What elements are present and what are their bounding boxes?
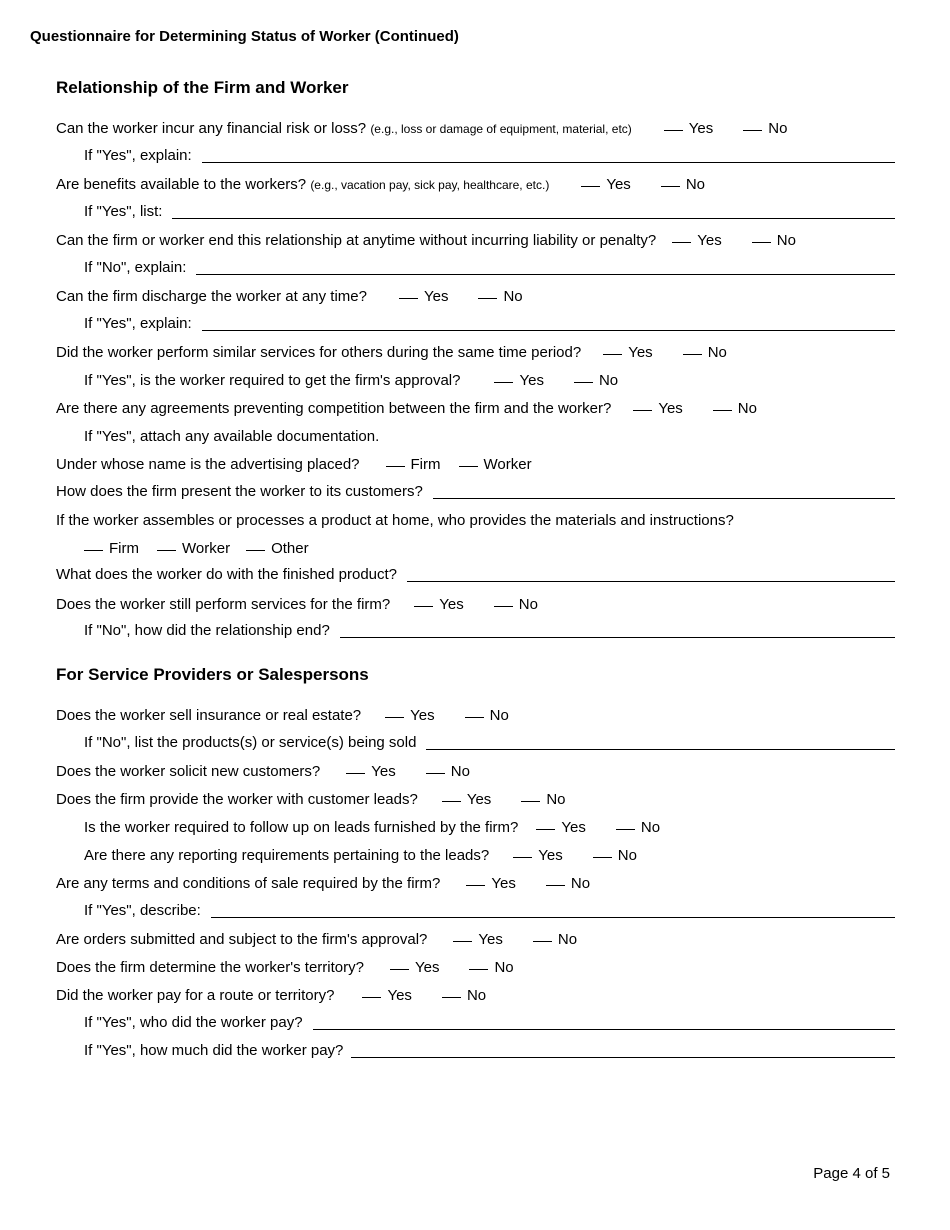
- question-finished-product: [56, 566, 895, 586]
- option-label: No: [598, 372, 619, 389]
- followup-financial-risk: [84, 147, 895, 167]
- question-benefits: [56, 176, 895, 196]
- yes-option[interactable]: [414, 596, 463, 613]
- followup-text: If "No", explain:: [84, 259, 187, 276]
- answer-blank[interactable]: [414, 605, 433, 607]
- option-label: Yes: [414, 959, 440, 976]
- followup-route-amount: [84, 1042, 895, 1062]
- yes-option[interactable]: [466, 875, 515, 892]
- answer-blank[interactable]: [494, 381, 513, 383]
- option-label: Other: [271, 540, 309, 557]
- page-title: Questionnaire for Determining Status of Worker (Continued): [30, 28, 459, 45]
- yes-option[interactable]: [513, 847, 562, 864]
- question-advertising: [56, 456, 895, 476]
- answer-line[interactable]: [196, 273, 895, 275]
- no-option[interactable]: [469, 959, 513, 976]
- question-text: Does the firm determine the worker's territory?: [56, 959, 364, 976]
- option-label: Yes: [688, 120, 714, 137]
- question-terms-conditions: [56, 875, 895, 895]
- answer-blank[interactable]: [494, 605, 513, 607]
- option-label: No: [557, 931, 578, 948]
- followup-text: If "Yes", who did the worker pay?: [84, 1014, 303, 1031]
- answer-blank[interactable]: [593, 856, 612, 858]
- page-number: Page 4 of 5: [813, 1165, 890, 1182]
- option-label: Yes: [439, 596, 464, 613]
- answer-blank[interactable]: [442, 996, 461, 998]
- followup-route-who: [84, 1014, 895, 1034]
- answer-line[interactable]: [407, 580, 895, 582]
- option-label: Worker: [182, 540, 231, 557]
- option-label: No: [768, 120, 788, 137]
- yes-option[interactable]: [390, 959, 439, 976]
- question-text: Under whose name is the advertising placed?: [56, 456, 360, 473]
- option-label: No: [518, 596, 538, 613]
- answer-line[interactable]: [351, 1056, 895, 1058]
- answer-blank[interactable]: [513, 856, 532, 858]
- followup-text: If "Yes", list:: [84, 203, 163, 220]
- option-label: No: [737, 400, 757, 417]
- question-financial-risk: [56, 120, 895, 140]
- question-solicit: [56, 763, 895, 783]
- option-label: No: [617, 847, 637, 864]
- answer-blank[interactable]: [683, 353, 702, 355]
- question-text: Are benefits available to the workers?: [56, 176, 307, 193]
- no-option[interactable]: [521, 791, 565, 808]
- answer-line[interactable]: [426, 748, 895, 750]
- followup-still-perform: [84, 622, 895, 642]
- question-territory: [56, 959, 895, 979]
- followup-text: If "Yes", attach any available documentation.: [84, 428, 380, 445]
- question-similar-services: [56, 344, 895, 364]
- question-present-worker: [56, 483, 895, 503]
- option-label: No: [685, 176, 705, 193]
- question-text: Are there any agreements preventing competition between the firm and the worker?: [56, 400, 612, 417]
- no-option[interactable]: [574, 372, 618, 389]
- option-label: Yes: [628, 344, 653, 361]
- option-label: Yes: [371, 763, 396, 780]
- question-customer-leads: [56, 791, 895, 811]
- yes-option[interactable]: [399, 288, 448, 305]
- firm-option[interactable]: [84, 540, 139, 557]
- section-title-relationship: Relationship of the Firm and Worker: [56, 78, 349, 97]
- worker-option[interactable]: [459, 456, 532, 473]
- other-option[interactable]: [246, 540, 309, 557]
- answer-blank[interactable]: [713, 409, 732, 411]
- option-label: Yes: [491, 875, 516, 892]
- question-hint: (e.g., vacation pay, sick pay, healthcare, etc.): [310, 178, 550, 192]
- answer-line[interactable]: [202, 161, 895, 163]
- followup-text: Is the worker required to follow up on leads furnished by the firm?: [84, 819, 519, 836]
- answer-line[interactable]: [202, 329, 895, 331]
- followup-text: If "Yes", how much did the worker pay?: [84, 1042, 344, 1059]
- answer-blank[interactable]: [664, 129, 683, 131]
- option-label: No: [450, 763, 470, 780]
- yes-option[interactable]: [494, 372, 543, 389]
- no-option[interactable]: [743, 120, 787, 137]
- question-text: Can the worker incur any financial risk or loss?: [56, 120, 367, 137]
- question-text: Does the worker still perform services for the firm?: [56, 596, 391, 613]
- worker-option[interactable]: [157, 540, 230, 557]
- question-orders-approval: [56, 931, 895, 951]
- no-option[interactable]: [494, 596, 538, 613]
- answer-blank[interactable]: [533, 940, 552, 942]
- answer-blank[interactable]: [581, 185, 600, 187]
- answer-blank[interactable]: [672, 241, 691, 243]
- answer-blank[interactable]: [743, 129, 762, 131]
- question-hint: (e.g., loss or damage of equipment, material, etc): [370, 122, 632, 136]
- option-label: Yes: [387, 987, 412, 1004]
- answer-blank[interactable]: [84, 549, 103, 551]
- question-insurance: [56, 707, 895, 727]
- question-text: Are any terms and conditions of sale required by the firm?: [56, 875, 441, 892]
- answer-blank[interactable]: [465, 716, 484, 718]
- answer-line[interactable]: [313, 1028, 895, 1030]
- no-option[interactable]: [661, 176, 705, 193]
- followup-text: If "Yes", explain:: [84, 147, 192, 164]
- followup-text: If "Yes", explain:: [84, 315, 192, 332]
- question-text: Did the worker perform similar services for others during the same time period?: [56, 344, 582, 361]
- no-option[interactable]: [616, 819, 660, 836]
- followup-materials: [84, 540, 895, 560]
- option-label: Yes: [538, 847, 563, 864]
- followup-text: If "Yes", is the worker required to get the firm's approval?: [84, 372, 461, 389]
- answer-blank[interactable]: [661, 185, 680, 187]
- followup-benefits: [84, 203, 895, 223]
- question-text: Can the firm or worker end this relationship at anytime without incurring liability or penalty?: [56, 232, 657, 249]
- answer-blank[interactable]: [346, 772, 365, 774]
- option-label: Firm: [109, 540, 139, 557]
- answer-blank[interactable]: [442, 800, 461, 802]
- yes-option[interactable]: [442, 791, 491, 808]
- yes-option[interactable]: [385, 707, 434, 724]
- answer-blank[interactable]: [546, 884, 565, 886]
- answer-blank[interactable]: [466, 884, 485, 886]
- option-label: Yes: [466, 791, 492, 808]
- firm-option[interactable]: [386, 456, 441, 473]
- followup-text: If "Yes", describe:: [84, 902, 201, 919]
- question-route-payment: [56, 987, 895, 1007]
- answer-blank[interactable]: [536, 828, 555, 830]
- question-discharge: [56, 288, 895, 308]
- answer-blank[interactable]: [386, 465, 405, 467]
- answer-blank[interactable]: [478, 297, 497, 299]
- answer-blank[interactable]: [362, 996, 381, 998]
- yes-option[interactable]: [664, 120, 713, 137]
- answer-blank[interactable]: [752, 241, 771, 243]
- followup-agreements: [84, 428, 895, 448]
- option-label: Yes: [410, 707, 435, 724]
- question-still-perform: [56, 596, 895, 616]
- option-label: No: [494, 959, 514, 976]
- answer-blank[interactable]: [246, 549, 265, 551]
- question-end-relationship: [56, 232, 895, 252]
- no-option[interactable]: [713, 400, 757, 417]
- answer-blank[interactable]: [521, 800, 540, 802]
- no-option[interactable]: [478, 288, 522, 305]
- option-label: No: [776, 232, 796, 249]
- section-title-service: For Service Providers or Salespersons: [56, 665, 369, 684]
- yes-option[interactable]: [603, 344, 652, 361]
- followup-end-relationship: [84, 259, 895, 279]
- answer-blank[interactable]: [399, 297, 418, 299]
- option-label: Yes: [697, 232, 722, 249]
- question-text: Does the firm provide the worker with customer leads?: [56, 791, 418, 808]
- answer-blank[interactable]: [453, 940, 472, 942]
- answer-line[interactable]: [211, 916, 895, 918]
- option-label: No: [707, 344, 727, 361]
- question-text: What does the worker do with the finished product?: [56, 566, 398, 583]
- followup-leads-followup: [84, 819, 895, 839]
- no-option[interactable]: [465, 707, 509, 724]
- answer-blank[interactable]: [616, 828, 635, 830]
- question-agreements: [56, 400, 895, 420]
- option-label: Yes: [561, 819, 586, 836]
- option-label: No: [570, 875, 591, 892]
- option-label: Yes: [519, 372, 544, 389]
- question-text: Can the firm discharge the worker at any time?: [56, 288, 367, 305]
- question-text: Does the worker sell insurance or real estate?: [56, 707, 362, 724]
- question-materials: [56, 512, 895, 532]
- followup-text: If "No", how did the relationship end?: [84, 622, 330, 639]
- answer-line[interactable]: [433, 497, 895, 499]
- question-text: How does the firm present the worker to its customers?: [56, 483, 423, 500]
- yes-option[interactable]: [362, 987, 411, 1004]
- option-label: Yes: [478, 931, 503, 948]
- no-option[interactable]: [546, 875, 590, 892]
- no-option[interactable]: [752, 232, 796, 249]
- yes-option[interactable]: [346, 763, 395, 780]
- yes-option[interactable]: [633, 400, 682, 417]
- followup-terms-conditions: [84, 902, 895, 922]
- answer-blank[interactable]: [426, 772, 445, 774]
- no-option[interactable]: [442, 987, 486, 1004]
- yes-option[interactable]: [581, 176, 630, 193]
- answer-blank[interactable]: [459, 465, 478, 467]
- no-option[interactable]: [426, 763, 470, 780]
- option-label: No: [640, 819, 661, 836]
- followup-leads-reporting: [84, 847, 895, 867]
- option-label: Yes: [658, 400, 683, 417]
- option-label: Firm: [410, 456, 441, 473]
- question-text: Are orders submitted and subject to the firm's approval?: [56, 931, 428, 948]
- no-option[interactable]: [683, 344, 727, 361]
- option-label: Yes: [606, 176, 631, 193]
- answer-blank[interactable]: [603, 353, 622, 355]
- question-text: Did the worker pay for a route or territory?: [56, 987, 335, 1004]
- followup-discharge: [84, 315, 895, 335]
- answer-blank[interactable]: [157, 549, 176, 551]
- answer-blank[interactable]: [633, 409, 652, 411]
- option-label: Yes: [423, 288, 449, 305]
- answer-blank[interactable]: [574, 381, 593, 383]
- no-option[interactable]: [593, 847, 637, 864]
- option-label: Worker: [483, 456, 532, 473]
- answer-line[interactable]: [172, 217, 895, 219]
- yes-option[interactable]: [453, 931, 502, 948]
- answer-blank[interactable]: [385, 716, 404, 718]
- option-label: No: [489, 707, 509, 724]
- yes-option[interactable]: [536, 819, 585, 836]
- question-text: Does the worker solicit new customers?: [56, 763, 321, 780]
- followup-insurance: [84, 734, 895, 754]
- question-text: If the worker assembles or processes a product at home, who provides the materials and instructions?: [56, 512, 734, 529]
- answer-line[interactable]: [340, 636, 895, 638]
- option-label: No: [466, 987, 487, 1004]
- followup-text: Are there any reporting requirements pertaining to the leads?: [84, 847, 490, 864]
- answer-blank[interactable]: [469, 968, 488, 970]
- option-label: No: [546, 791, 566, 808]
- yes-option[interactable]: [672, 232, 721, 249]
- option-label: No: [503, 288, 523, 305]
- followup-text: If "No", list the products(s) or service(s) being sold: [84, 734, 417, 751]
- no-option[interactable]: [533, 931, 577, 948]
- answer-blank[interactable]: [390, 968, 409, 970]
- followup-similar-services: [84, 372, 895, 392]
